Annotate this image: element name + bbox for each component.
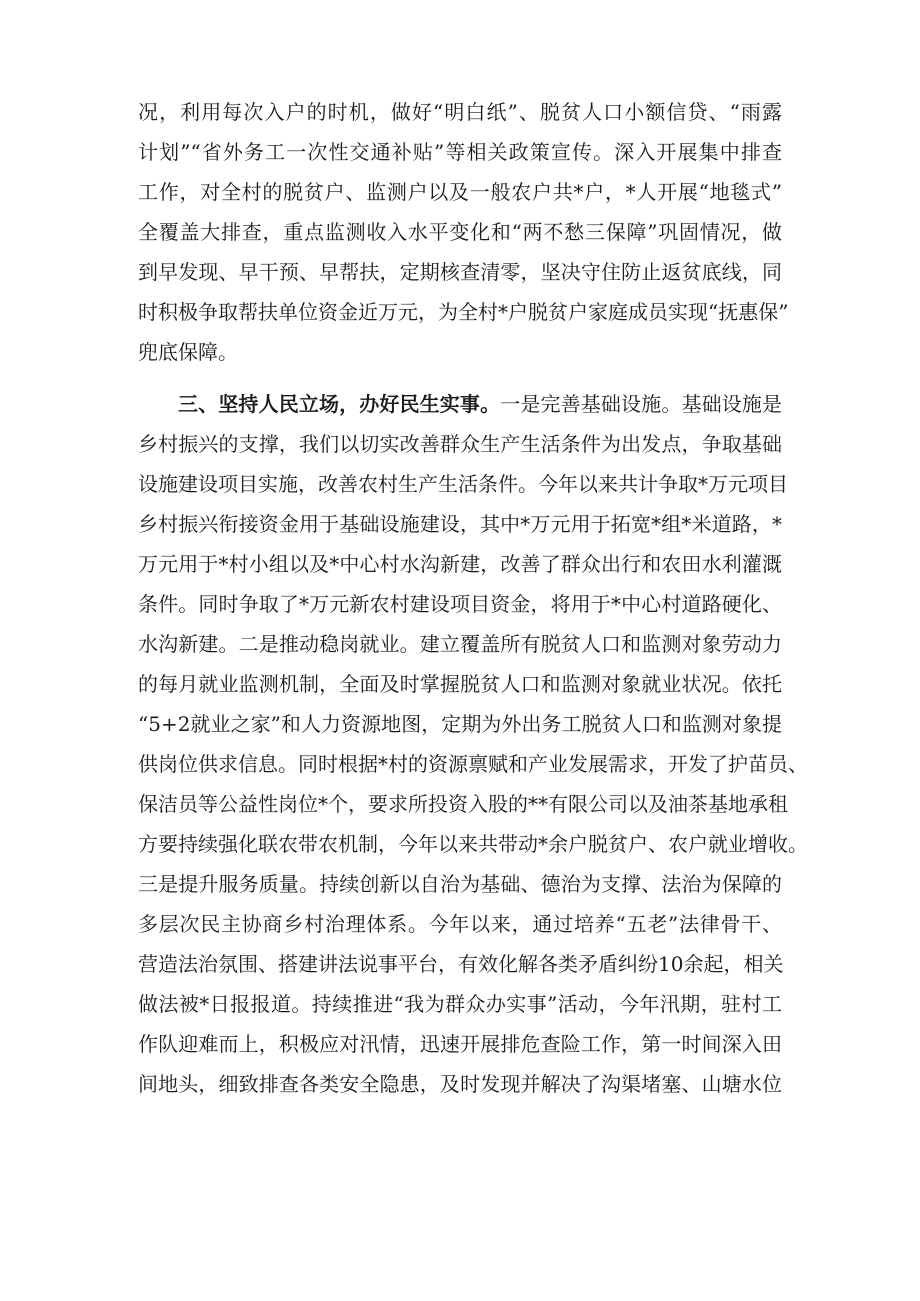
text-line: 计划”“省外务工一次性交通补贴”等相关政策宣传。深入开展集中排查 — [138, 140, 782, 164]
paragraph-policy-publicity — [138, 92, 789, 372]
text-line: 保洁员等公益性岗位*个，要求所投资入股的**有限公司以及油茶基地承租 — [138, 792, 788, 816]
paragraph-spacer — [138, 372, 782, 384]
text-line: 工作，对全村的脱贫户、监测户以及一般农户共*户，*人开展“地毯式” — [138, 180, 782, 204]
section-heading: 三、坚持人民立场，办好民生实事。 — [178, 392, 501, 416]
text-line: 的每月就业监测机制，全面及时掌握脱贫人口和监测对象就业状况。依托 — [138, 672, 782, 696]
text-line: 时积极争取帮扶单位资金近万元，为全村*户脱贫户家庭成员实现“抚惠保” — [138, 300, 789, 324]
text-line: 做法被*日报报道。持续推进“我为群众办实事”活动，今年汛期，驻村工 — [138, 992, 782, 1016]
text-line: 兜底保障。 — [138, 340, 238, 364]
text-line: 水沟新建。二是推动稳岗就业。建立覆盖所有脱贫人口和监测对象劳动力 — [138, 632, 782, 656]
text-line: 条件。同时争取了*万元新农村建设项目资金，将用于*中心村道路硬化、 — [138, 592, 782, 616]
text-line: 到早发现、早干预、早帮扶，定期核查清零，坚决守住防止返贫底线，同 — [138, 260, 782, 284]
text-line: 设施建设项目实施，改善农村生产生活条件。今年以来共计争取*万元项目 — [138, 472, 788, 496]
text-line: 多层次民主协商乡村治理体系。今年以来，通过培养“五老”法律骨干、 — [138, 912, 782, 936]
document-body — [138, 92, 808, 1104]
text-line-first — [138, 384, 782, 424]
text-line: “5+2就业之家”和人力资源地图，定期为外出务工脱贫人口和监测对象提 — [138, 712, 782, 736]
text-line: 方要持续强化联农带农机制，今年以来共带动*余户脱贫户、农户就业增收。 — [138, 832, 808, 856]
text-line: 作队迎难而上，积极应对汛情，迅速开展排危查险工作，第一时间深入田 — [138, 1032, 782, 1056]
text-line: 乡村振兴的支撑，我们以切实改善群众生产生活条件为出发点，争取基础 — [138, 432, 782, 456]
text-line: 间地头，细致排查各类安全隐患，及时发现并解决了沟渠堵塞、山塘水位 — [138, 1072, 782, 1096]
text-line: 营造法治氛围、搭建讲法说事平台，有效化解各类矛盾纠纷10余起，相关 — [138, 952, 784, 976]
text-line: 三是提升服务质量。持续创新以自治为基础、德治为支撑、法治为保障的 — [138, 872, 782, 896]
text-run: 一是完善基础设施。基础设施是 — [500, 392, 783, 416]
text-line: 乡村振兴衔接资金用于基础设施建设，其中*万元用于拓宽*组*米道路，* — [138, 512, 782, 536]
text-line: 供岗位供求信息。同时根据*村的资源禀赋和产业发展需求，开发了护苗员、 — [138, 752, 808, 776]
paragraph-livelihood — [138, 384, 808, 1104]
text-line: 况，利用每次入户的时机，做好“明白纸”、脱贫人口小额信贷、“雨露 — [138, 100, 782, 124]
text-line: 万元用于*村小组以及*中心村水沟新建，改善了群众出行和农田水利灌溉 — [138, 552, 782, 576]
text-line: 全覆盖大排查，重点监测收入水平变化和“两不愁三保障”巩固情况，做 — [138, 220, 782, 244]
